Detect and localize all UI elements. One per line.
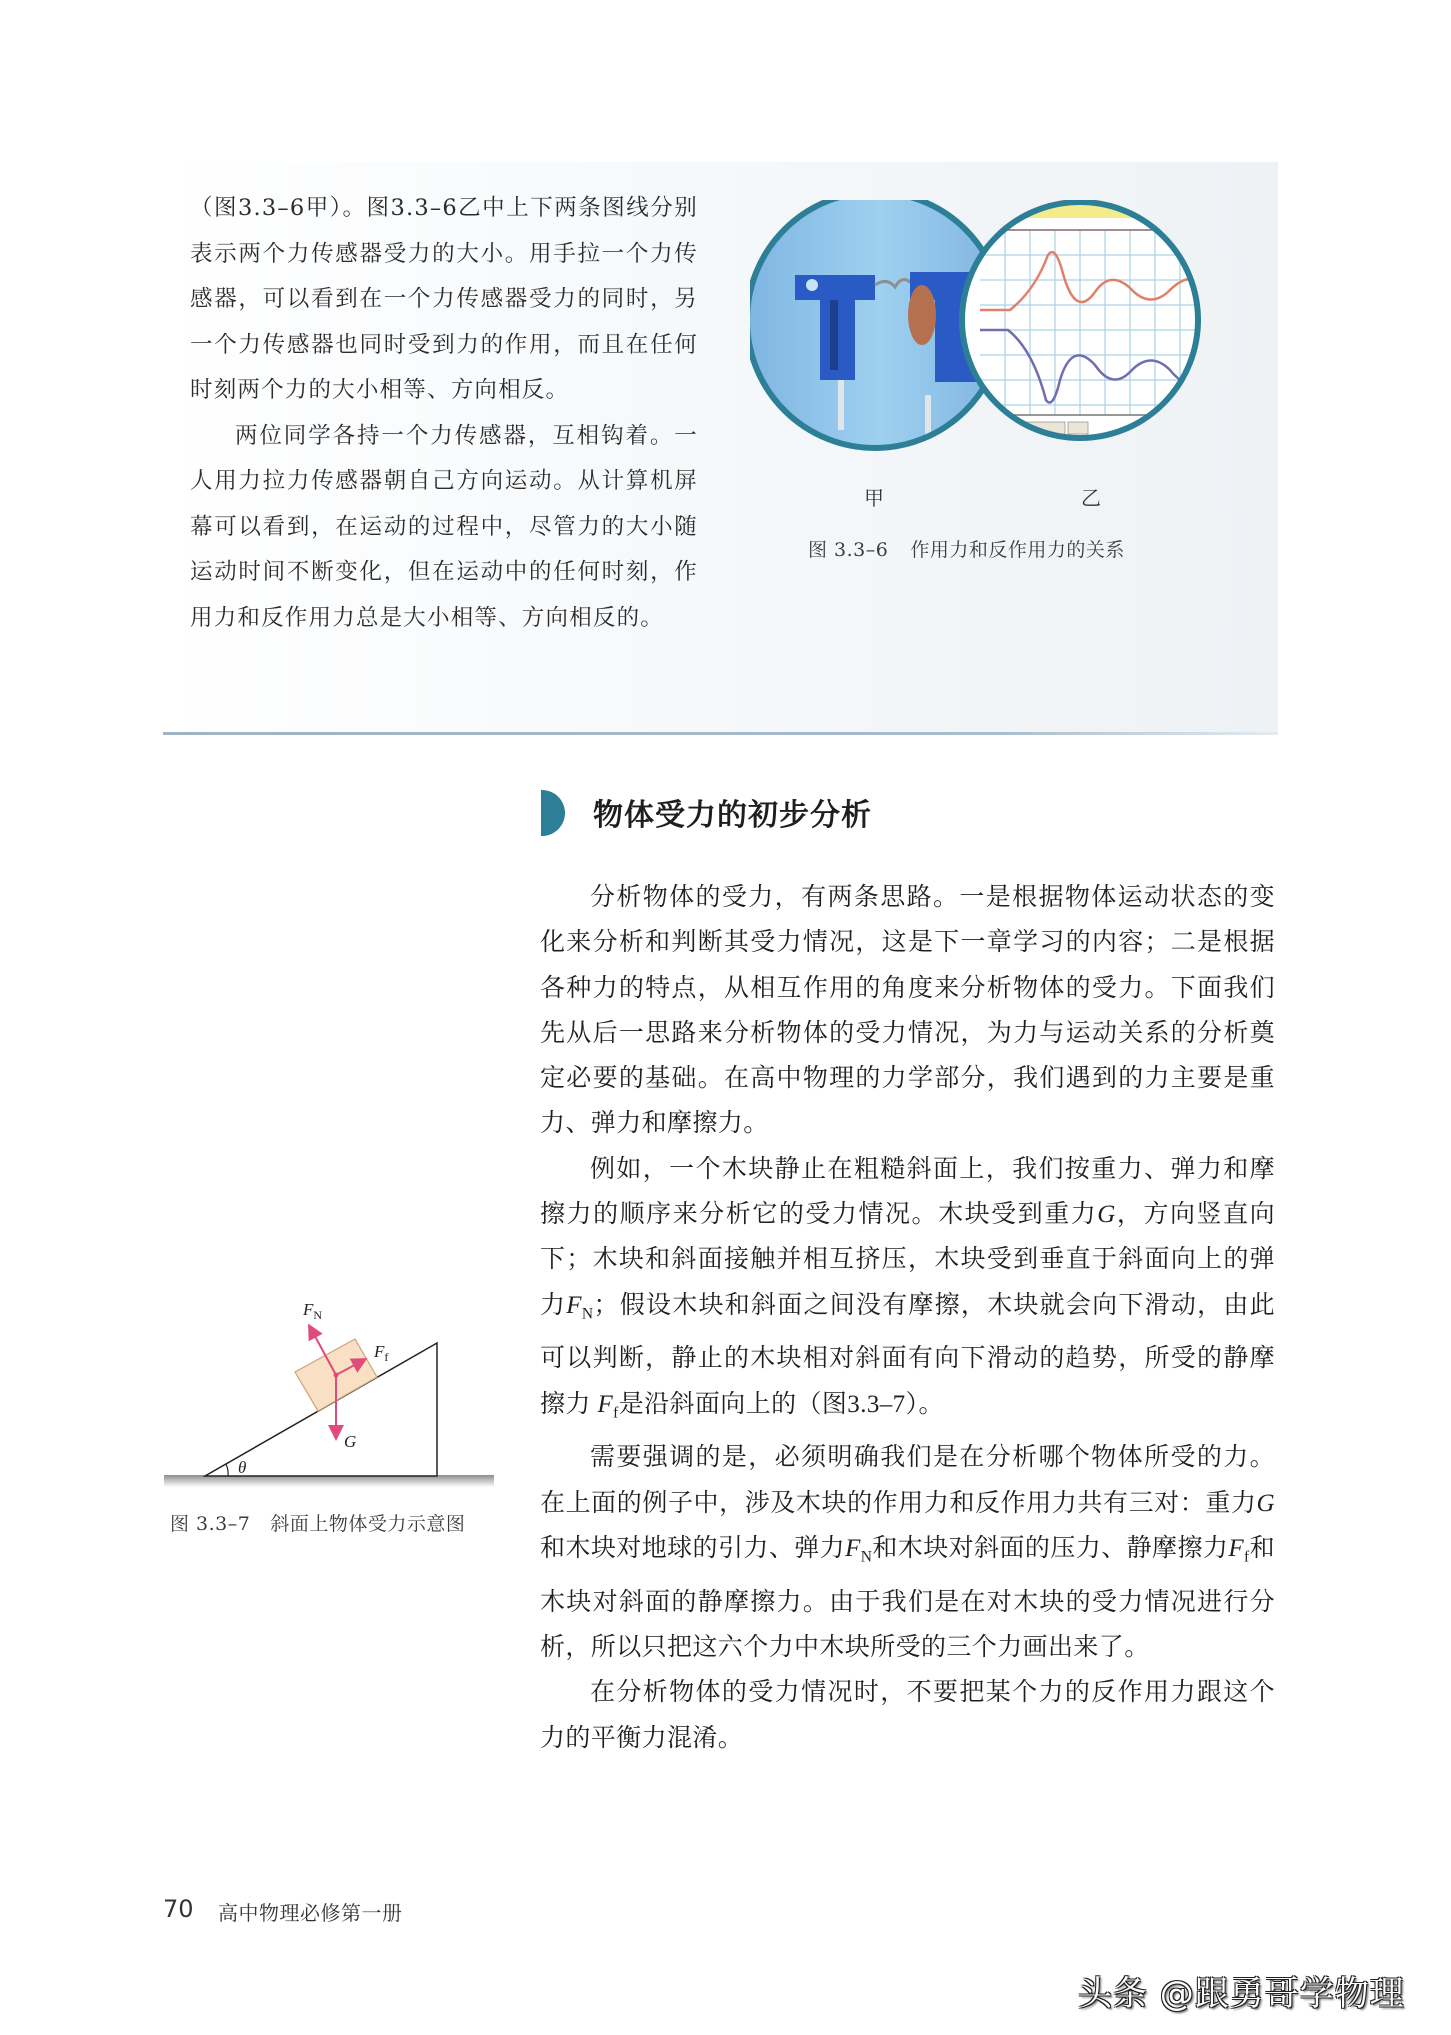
main-paragraph-1: 分析物体的受力，有两条思路。一是根据物体运动状态的变化来分析和判断其受力情况，这是下一章学习的内容；二是根据各种力的特点，从相互作用的角度来分析物体的受力。下面我们先从后一思路来分析物体的受力情况，为力与运动关系的分析奠定必要的基础。在高中物理的力学部分，我们遇到的力主要是重力、弹力和摩擦力。: [540, 884, 1275, 1138]
figure-3-3-6-caption: [808, 535, 1125, 562]
section-divider: [163, 732, 1278, 735]
caption-number: 图 3.3–6: [808, 539, 889, 561]
force-graph: [950, 200, 1210, 450]
text-run: ；假设木块和斜面之间没有摩擦，木块就会向下滑动，由此可以判断，静止的木块相对斜面有向下滑动的趋势，所受的静摩擦力: [540, 1291, 1275, 1418]
page-number: 70: [163, 1895, 194, 1923]
symbol-G: G: [1097, 1201, 1116, 1229]
text-run: ，方向竖直向下；木块和斜面接触并相互挤压，木块受到垂直于斜面向上的弹力: [540, 1201, 1275, 1319]
caption-number: 图 3.3–7: [170, 1513, 251, 1535]
top-paragraph-2: 两位同学各持一个力传感器，互相钩着。一人用力拉力传感器朝自己方向运动。从计算机屏幕可以看到，在运动的过程中，尽管力的大小随运动时间不断变化，但在运动中的任何时刻，作用力和反作用力总是大小相等、方向相反的。: [190, 422, 698, 631]
main-paragraph-2: [540, 1147, 1275, 1436]
main-paragraph-4: 在分析物体的受力情况时，不要把某个力的反作用力跟这个力的平衡力混淆。: [540, 1679, 1275, 1752]
main-paragraph-3: [540, 1435, 1275, 1670]
top-section-text: [190, 186, 698, 641]
figure-label-jia: 甲: [864, 486, 884, 510]
symbol-FN: $F_N$: [845, 1535, 873, 1566]
figure-3-3-6: [750, 200, 1250, 480]
caption-text: 斜面上物体受力示意图: [270, 1513, 466, 1535]
figure-3-3-7-incline-diagram: [160, 1295, 500, 1495]
caption-text: 作用力和反作用力的关系: [910, 539, 1125, 561]
text-run: 例如，一个木块静止在粗糙斜面上，我们按重力、弹力和摩擦力的顺序来分析它的受力情况。木块受到重力: [540, 1155, 1275, 1229]
text-run: 需要强调的是，必须明确我们是在分析哪个物体所受的力。在上面的例子中，涉及木块的作用力和反作用力共有三对：重力: [540, 1444, 1275, 1517]
watermark: 头条 @跟勇哥学物理: [1078, 1974, 1405, 2014]
ground: [164, 1475, 494, 1487]
main-body-text: [540, 875, 1275, 1761]
svg-text:G: G: [344, 1432, 357, 1451]
symbol-G: G: [1256, 1489, 1275, 1517]
section-marker-icon: [541, 790, 565, 836]
text-run: 和木块对斜面的静摩擦力。由于我们是在对木块的受力情况进行分析，所以只把这六个力中木块所受的三个力画出来了。: [540, 1535, 1275, 1662]
symbol-FN: $F_N$: [566, 1291, 594, 1323]
figure-3-3-7-caption: [170, 1509, 465, 1536]
text-run: 是沿斜面向上的（图3.3–7）。: [618, 1390, 944, 1418]
top-paragraph-1: （图3.3–6甲）。图3.3–6乙中上下两条图线分别表示两个力传感器受力的大小。用手拉一个力传感器，可以看到在一个力传感器受力的同时，另一个力传感器也同时受到力的作用，而且在任何时刻两个力的大小相等、方向相反。: [190, 195, 698, 403]
symbol-Ff: $F_f$: [1228, 1535, 1250, 1566]
figure-label-yi: 乙: [1081, 486, 1101, 510]
symbol-Ff: $F_f$: [597, 1390, 619, 1422]
book-title: 高中物理必修第一册: [218, 1901, 403, 1925]
svg-text:Ff: $F_f$: [374, 1342, 389, 1364]
svg-text:FN: $F_N$: [303, 1300, 323, 1322]
text-run: 和木块对斜面的压力、静摩擦力: [872, 1535, 1229, 1562]
section-title: 物体受力的初步分析: [593, 798, 872, 833]
svg-text:θ: θ: [238, 1458, 247, 1477]
text-run: 和木块对地球的引力、弹力: [540, 1535, 846, 1562]
